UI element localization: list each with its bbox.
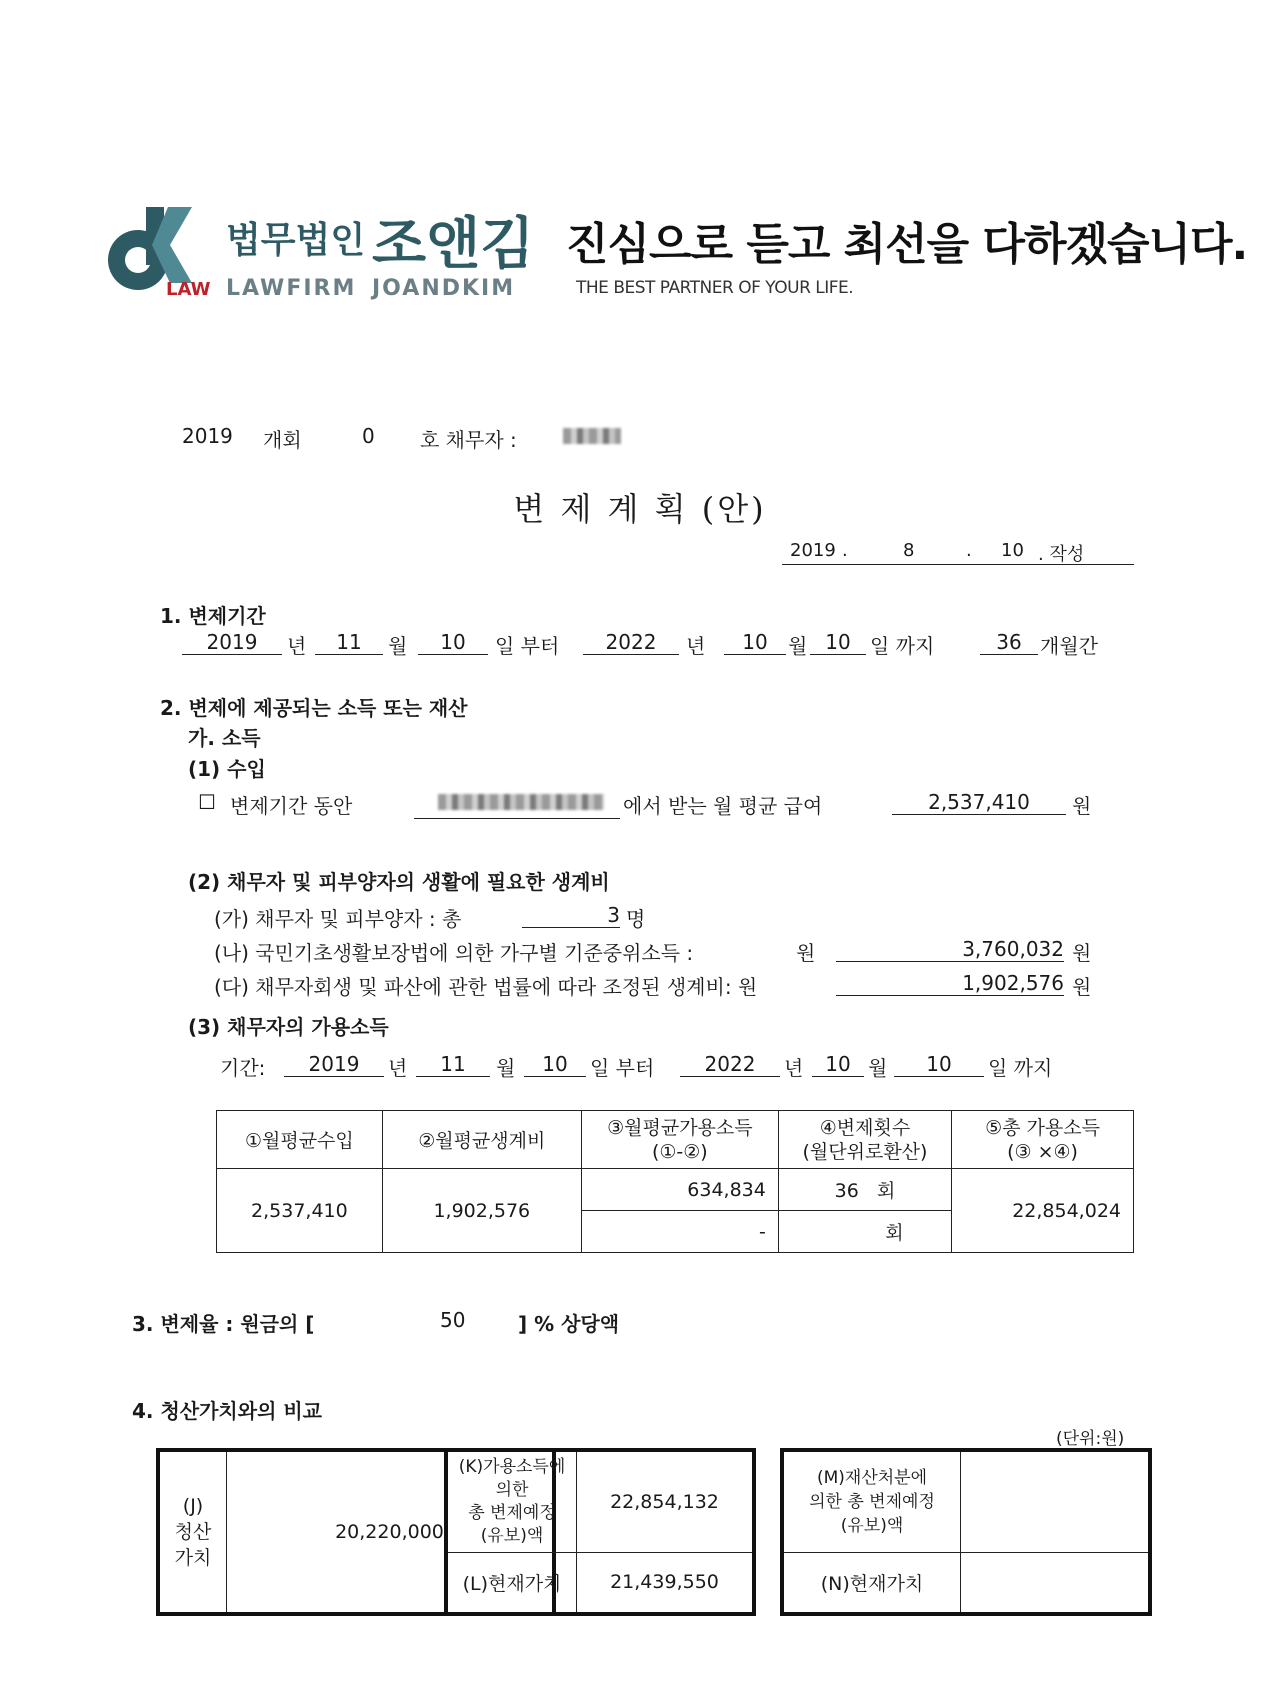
box-j-value: 20,220,000 <box>227 1452 553 1612</box>
slogan-ko: 진심으로 듣고 최선을 다하겠습니다. <box>566 219 1248 270</box>
median-income-value: 3,760,032 <box>836 937 1064 962</box>
dependents-label: (가) 채무자 및 피부양자 : 총 <box>214 907 462 931</box>
td-monthly-disposable-1: 634,834 <box>581 1169 778 1211</box>
box-k-value: 22,854,132 <box>577 1452 753 1552</box>
td-monthly-income: 2,537,410 <box>217 1169 383 1253</box>
unit-note: (단위:원) <box>1056 1429 1125 1449</box>
period-start-month: 11 <box>315 630 383 655</box>
employer-field <box>414 790 620 819</box>
written-dot-2: . <box>966 540 972 561</box>
payments-unit-1: 회 <box>876 1180 896 1202</box>
box-disposable-repayment <box>444 1448 756 1616</box>
employer-name-redacted <box>438 794 604 810</box>
case-year: 2019 <box>182 424 233 448</box>
disp-end-month-unit: 월 <box>868 1056 888 1080</box>
box-j-label: (J) 청산 가치 <box>160 1452 227 1612</box>
period-months: 36 <box>980 630 1038 655</box>
period-start-day: 10 <box>418 630 488 655</box>
td-monthly-living: 1,902,576 <box>382 1169 581 1253</box>
income-checkbox[interactable]: ☐ <box>198 790 216 814</box>
disp-start-month: 11 <box>416 1052 490 1077</box>
period-start-year: 2019 <box>182 630 282 655</box>
written-year: 2019 <box>790 540 836 561</box>
disp-end-day: 10 <box>894 1052 984 1077</box>
section3-heading: 3. 변제율 : 원금의 [ <box>132 1312 315 1336</box>
period-month-unit: 월 <box>388 634 408 658</box>
disp-month-unit: 월 <box>496 1056 516 1080</box>
case-number: 0 <box>362 424 375 448</box>
period-months-unit: 개월간 <box>1040 634 1098 658</box>
debtor-name-redacted <box>563 428 621 444</box>
period-end-day: 10 <box>810 630 866 655</box>
box-k-label: (K)가용소득에 의한 총 변제예정 (유보)액 <box>448 1452 577 1552</box>
disp-from: 일 부터 <box>590 1056 655 1080</box>
th-payment-count: ④변제횟수 (월단위로환산) <box>778 1111 951 1169</box>
adjusted-living-value: 1,902,576 <box>836 971 1064 996</box>
th-monthly-disposable: ③월평균가용소득 (①-②) <box>581 1111 778 1169</box>
box-n-label: (N)현재가치 <box>784 1552 961 1612</box>
period-until: 일 까지 <box>870 634 935 658</box>
section2-heading: 2. 변제에 제공되는 소득 또는 재산 <box>160 696 468 720</box>
th-monthly-living: ②월평균생계비 <box>382 1111 581 1169</box>
median-won-pre: 원 <box>796 941 816 965</box>
slogan-en: THE BEST PARTNER OF YOUR LIFE. <box>576 278 854 298</box>
disp-start-year: 2019 <box>284 1052 384 1077</box>
payments-count: 36 <box>834 1180 859 1202</box>
court-label: 개회 <box>263 428 302 452</box>
period-from: 일 부터 <box>495 634 560 658</box>
th-monthly-income: ①월평균수입 <box>217 1111 383 1169</box>
disp-until: 일 까지 <box>988 1056 1053 1080</box>
median-income-won: 원 <box>1072 941 1092 965</box>
disp-end-month: 10 <box>812 1052 864 1077</box>
median-income-label: (나) 국민기초생활보장법에 의한 가구별 기준중위소득 : <box>214 941 694 965</box>
disposable-income-table <box>216 1110 1134 1253</box>
box-n-value <box>961 1552 1149 1612</box>
document-title: 변 제 계 획 (안) <box>513 490 767 528</box>
dependents-unit: 명 <box>626 907 646 931</box>
disp-year-unit: 년 <box>388 1056 408 1080</box>
box-l-value: 21,439,550 <box>577 1552 753 1612</box>
box-m-label: (M)재산처분에 의한 총 변제예정 (유보)액 <box>784 1452 961 1552</box>
income-period-label: 변제기간 동안 <box>230 794 353 818</box>
debtor-label: 호 채무자 : <box>420 428 517 452</box>
td-total-disposable: 22,854,024 <box>952 1169 1134 1253</box>
th-total-disposable: ⑤총 가용소득 (③ ×④) <box>952 1111 1134 1169</box>
employer-suffix: 에서 받는 월 평균 급여 <box>623 794 823 818</box>
written-suffix: . 작성 <box>1038 544 1085 565</box>
td-monthly-disposable-2: - <box>581 1211 778 1253</box>
period-end-year-unit: 년 <box>686 634 706 658</box>
written-month: 8 <box>903 540 915 561</box>
monthly-salary: 2,537,410 <box>892 790 1066 815</box>
td-payments-1 <box>778 1169 951 1211</box>
dependents-count: 3 <box>522 903 620 928</box>
firm-type-en: LAWFIRM <box>226 276 357 301</box>
written-day: 10 <box>1001 540 1024 561</box>
disp-end-year: 2022 <box>680 1052 780 1077</box>
written-dot-1: . <box>842 540 848 561</box>
period-end-month-unit: 월 <box>788 634 808 658</box>
firm-name-ko: 조앤김 <box>372 212 535 277</box>
td-payments-unit-2: 회 <box>778 1211 951 1253</box>
period-end-month: 10 <box>724 630 786 655</box>
box-property-repayment <box>780 1448 1152 1616</box>
disp-start-day: 10 <box>524 1052 586 1077</box>
firm-type-ko: 법무법인 <box>226 220 366 261</box>
repayment-rate-suffix: ] % 상당액 <box>518 1312 620 1336</box>
period-year-unit: 년 <box>287 634 307 658</box>
firm-name-en: JOANDKIM <box>372 276 516 301</box>
box-m-value <box>961 1452 1149 1552</box>
logo-law-text: LAW <box>166 279 211 300</box>
disposable-income-heading: (3) 채무자의 가용소득 <box>188 1015 389 1039</box>
period-end-year: 2022 <box>583 630 679 655</box>
disp-period-prefix: 기간: <box>220 1056 266 1080</box>
income-heading: (1) 수입 <box>188 757 266 781</box>
section1-heading: 1. 변제기간 <box>160 604 266 628</box>
adjusted-living-won: 원 <box>1072 975 1092 999</box>
section2-sub-a: 가. 소득 <box>188 726 261 750</box>
living-cost-heading: (2) 채무자 및 피부양자의 생활에 필요한 생계비 <box>188 870 610 894</box>
adjusted-living-label: (다) 채무자회생 및 파산에 관한 법률에 따라 조정된 생계비: 원 <box>214 975 758 999</box>
disp-end-year-unit: 년 <box>784 1056 804 1080</box>
repayment-rate: 50 <box>440 1308 466 1332</box>
box-l-label: (L)현재가치 <box>448 1552 577 1612</box>
monthly-salary-won: 원 <box>1072 794 1092 818</box>
section4-heading: 4. 청산가치와의 비교 <box>132 1399 322 1423</box>
